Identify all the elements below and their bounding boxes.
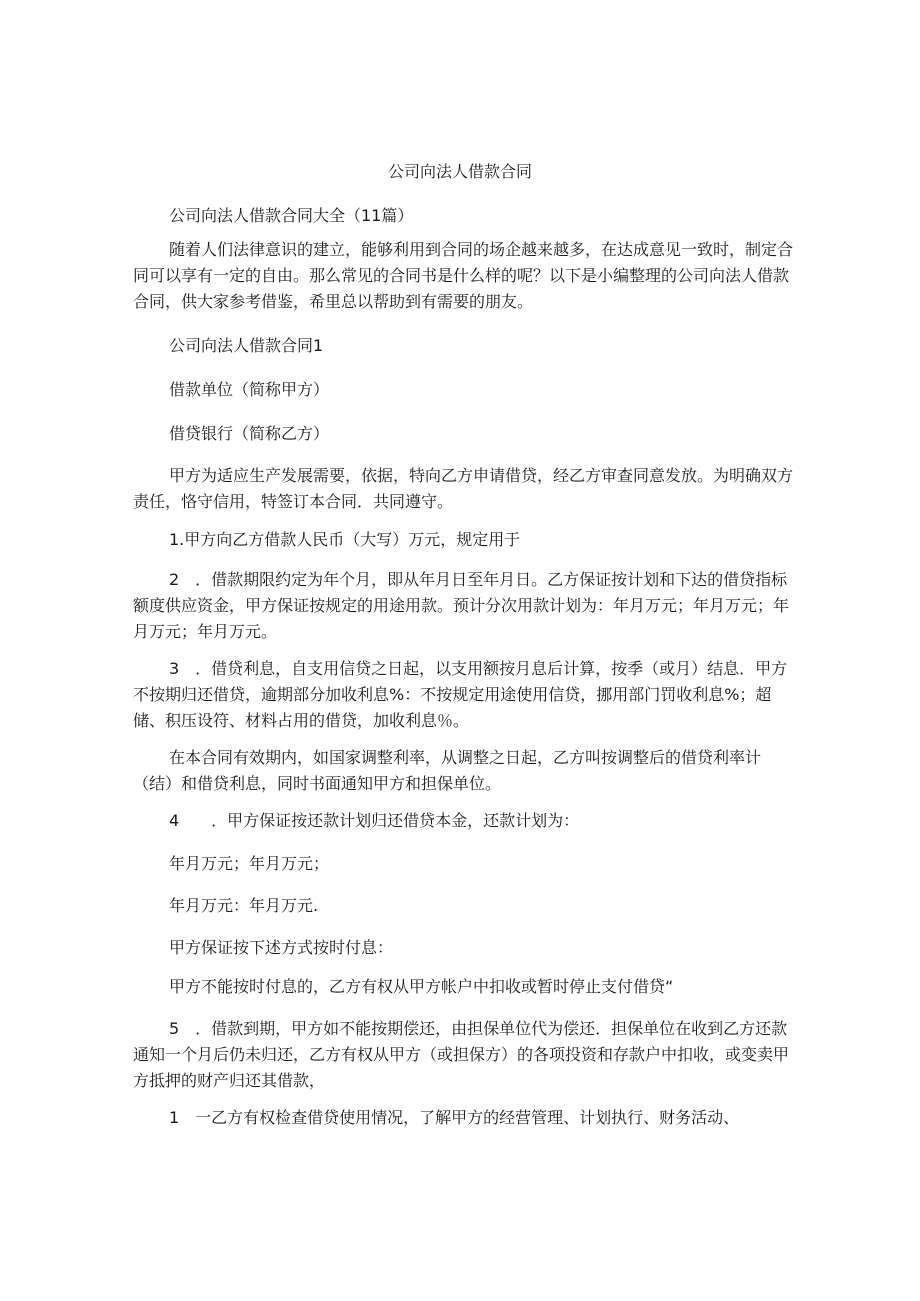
- clause-6: 1 一乙方有权检查借贷使用情况，了解甲方的经营管理、计划执行、财务活动、: [169, 1108, 740, 1127]
- repayment-line-2: 年月万元：年月万元.: [169, 896, 319, 915]
- interest-payment-line: 甲方保证按下述方式按时付息：: [169, 938, 394, 957]
- clause-1: 1.甲方向乙方借款人民币（大写）万元，规定用于: [169, 530, 521, 549]
- interest-adjustment-paragraph: 在本合同有效期内，如国家调整利率，从调整之日起，乙方叫按调整后的借贷利率计（结）和借贷利息，同时书面通知甲方和担保单位。: [133, 748, 762, 793]
- clause-4: 4 ．甲方保证按还款计划归还借贷本金，还款计划为：: [169, 811, 580, 830]
- clause-3: 3 ．借贷利息，自支用信贷之日起，以支用额按月息后计算，按季（或月）结息．甲方不按期归还借贷，逾期部分加收利息%：不按规定用途使用信贷，挪用部门罚收利息%；超储、积压设符、材料占用的借贷，加收利息％。: [133, 659, 788, 730]
- preamble-paragraph: 甲方为适应生产发展需要，依据，特向乙方申请借贷，经乙方审查同意发放。为明确双方责任，恪守信用，特签订本合同．共同遵守。: [133, 466, 794, 511]
- late-interest-line: 甲方不能按时付息的，乙方有权从甲方帐户中扣收或暂时停止支付借贷“: [169, 977, 674, 996]
- clause-5: 5 ．借款到期，甲方如不能按期偿还，由担保单位代为偿还．担保单位在收到乙方还款通知一个月后仍未归还，乙方有权从甲方（或担保方）的各项投资和存款户中扣收，或变卖甲方抵押的财产归还其借款，: [133, 1019, 790, 1090]
- borrower-line: 借款单位（简称甲方）: [169, 380, 330, 399]
- document-title: 公司向法人借款合同: [387, 162, 532, 181]
- lender-line: 借贷银行（简称乙方）: [169, 424, 330, 443]
- repayment-line-1: 年月万元；年月万元；: [169, 854, 330, 873]
- subtitle-paragraph: 公司向法人借款合同大全（11篇）: [169, 206, 414, 225]
- intro-paragraph: 随着人们法律意识的建立，能够利用到合同的场企越来越多，在达成意见一致时，制定合同可以享有一定的自由。那么常见的合同书是什么样的呢？以下是小编整理的公司向法人借款合同，供大家参考借鉴，希里总以帮助到有需要的朋友。: [133, 240, 794, 311]
- clause-2: 2 ．借款期限约定为年个月，即从年月日至年月日。乙方保证按计划和下达的借贷指标额度供应资金，甲方保证按规定的用途用款。预计分次用款计划为：年月万元；年月万元；年月万元；年月万元。: [133, 570, 790, 641]
- section-heading: 公司向法人借款合同1: [169, 336, 324, 355]
